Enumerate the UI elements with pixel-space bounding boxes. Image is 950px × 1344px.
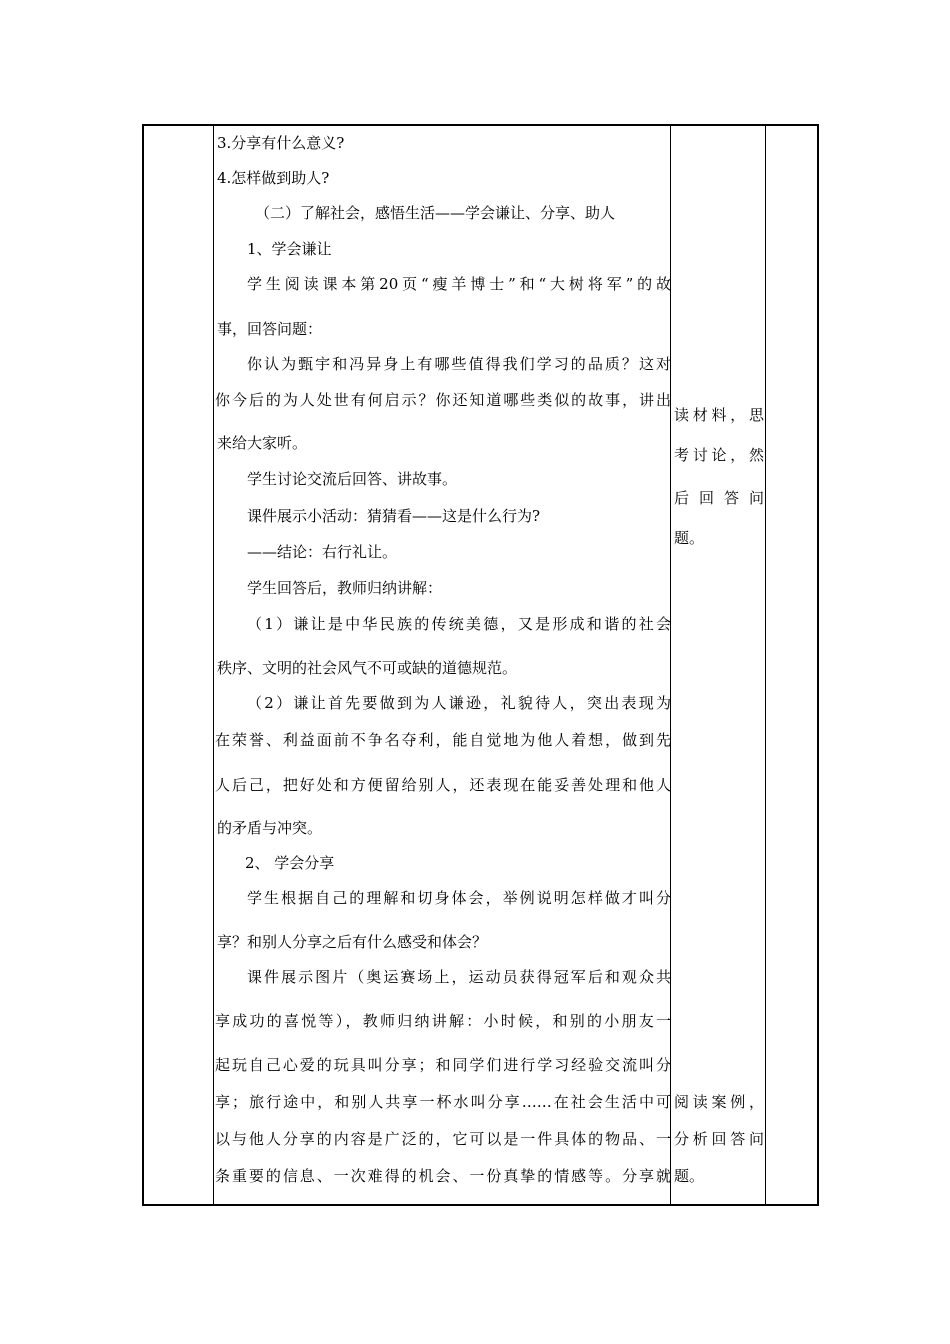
text-line: 享成功的喜悦等），教师归纳讲解：小时候，和别的小朋友一 bbox=[215, 1012, 671, 1030]
text-line: 在荣誉、利益面前不争名夺利，能自觉地为他人着想，做到先 bbox=[215, 731, 671, 749]
text-line: 以与他人分享的内容是广泛的，它可以是一件具体的物品、一 bbox=[215, 1130, 671, 1148]
text-line: （1）谦让是中华民族的传统美德，又是形成和谐的社会 bbox=[247, 615, 671, 633]
activity-note: 读材料，思 bbox=[674, 406, 764, 424]
text-line: 来给大家听。 bbox=[217, 434, 308, 452]
subsection-heading: 2、 学会分享 bbox=[245, 854, 335, 872]
text-line: 秩序、文明的社会风气不可或缺的道德规范。 bbox=[217, 659, 518, 677]
text-line: 的矛盾与冲突。 bbox=[217, 819, 323, 837]
column-divider bbox=[213, 126, 214, 1204]
activity-note: 分析回答问 bbox=[674, 1130, 764, 1148]
activity-note: 后回答问 bbox=[674, 489, 764, 507]
activity-note: 题。 bbox=[674, 529, 705, 547]
text-line: 你今后的为人处世有何启示？你还知道哪些类似的故事，讲出 bbox=[215, 391, 671, 409]
lesson-plan-table bbox=[142, 124, 819, 1206]
text-line: 享？和别人分享之后有什么感受和体会？ bbox=[217, 933, 488, 951]
text-line: 学生阅读课本第20页“瘦羊博士”和“大树将军”的故 bbox=[247, 275, 671, 293]
text-line: ——结论：右行礼让。 bbox=[247, 543, 398, 561]
text-line: 4.怎样做到助人? bbox=[217, 169, 330, 187]
text-line: 条重要的信息、一次难得的机会、一份真挚的情感等。分享就 bbox=[215, 1167, 671, 1185]
text-line: 课件展示图片（奥运赛场上，运动员获得冠军后和观众共 bbox=[247, 968, 671, 986]
text-line: （2）谦让首先要做到为人谦逊，礼貌待人，突出表现为 bbox=[247, 694, 671, 712]
text-line: 人后己，把好处和方便留给别人，还表现在能妥善处理和他人 bbox=[215, 776, 671, 794]
text-line: 享；旅行途中，和别人共享一杯水叫分享……在社会生活中可 bbox=[215, 1093, 671, 1111]
activity-note: 题。 bbox=[674, 1167, 705, 1185]
text-line: 学生回答后，教师归纳讲解： bbox=[247, 579, 443, 597]
activity-note: 考讨论，然 bbox=[674, 446, 764, 464]
text-line: 你认为甄宇和冯异身上有哪些值得我们学习的品质？这对 bbox=[247, 355, 671, 373]
text-line: 起玩自己心爱的玩具叫分享；和同学们进行学习经验交流叫分 bbox=[215, 1056, 671, 1074]
text-line: 事，回答问题： bbox=[217, 320, 323, 338]
text-line: 学生讨论交流后回答、讲故事。 bbox=[247, 470, 458, 488]
column-divider bbox=[765, 126, 766, 1204]
text-line: 课件展示小活动：猜猜看——这是什么行为? bbox=[247, 507, 541, 525]
subsection-heading: 1、学会谦让 bbox=[247, 240, 332, 258]
section-heading: （二）了解社会，感悟生活——学会谦让、分享、助人 bbox=[255, 204, 616, 222]
activity-note: 阅读案例， bbox=[674, 1093, 764, 1111]
text-line: 学生根据自己的理解和切身体会，举例说明怎样做才叫分 bbox=[247, 889, 671, 907]
text-line: 3.分享有什么意义? bbox=[217, 134, 345, 152]
